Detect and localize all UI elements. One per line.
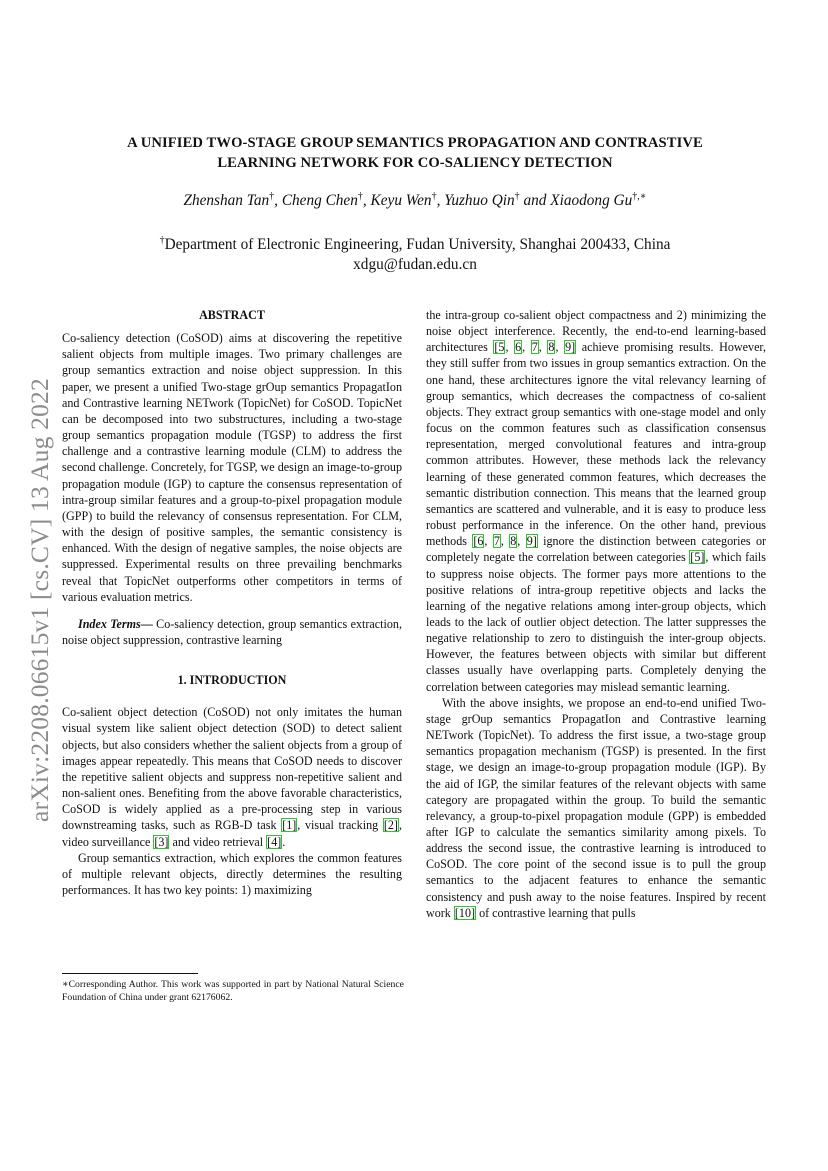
citation-link[interactable]: 6 (515, 340, 522, 355)
abstract-heading: ABSTRACT (199, 308, 265, 322)
citation-link[interactable]: [2] (383, 818, 398, 833)
author-name: Yuzhuo Qin (444, 192, 515, 210)
citation-link[interactable]: 9] (526, 534, 537, 549)
affiliation-line (70, 231, 760, 255)
author-name: Zhenshan Tan (183, 192, 270, 210)
author-list (70, 191, 760, 210)
body-text: achieve promising results. However, they still suffer from two issues in group semantics extraction. On the one hand, these architectures ignore the vital relevancy learning of group semantics, which decreases the compactness of co-salient objects. They extract group semantics with one-stage model and only focus on the common features such as classification consensus representation, merged convolutional features and intra-group common attributes. However, these methods lack the relevancy learning of these generated common features, which decreases the semantic distribution connection. This means that the learned group semantics are scattered and vulnerable, and it is easy to produce less robust performance in the inference. On the other hand, previous methods (426, 340, 766, 549)
author-separator: , (362, 192, 371, 210)
citation-link[interactable]: 8 (548, 340, 555, 355)
body-text: . (282, 834, 286, 849)
body-text: the intra-group co-salient object compactness and 2) minimizing the noise object interference. Recently, the end-to-end learning-based architectures (426, 308, 766, 355)
citation-link[interactable]: [3] (154, 834, 169, 849)
body-text: , which fails to suppress noise objects. The former pays more attentions to the positive relations of intra-group repetitive objects and lacks the learning of the negative relations among inter-group objects, which leads to the lack of outlier object detection. The latter suppresses the negative relationship to zero to distinguish the inter-group objects. However, the features between objects with similar but different classes usually have overlapping parts. Completely denying the correlation between categories may mislead semantic learning. (426, 550, 766, 694)
author-name: Xiaodong Gu (550, 192, 633, 210)
author-affiliation-mark: †,∗ (632, 191, 647, 202)
index-terms-text: Co-saliency detection, group semantics extraction, noise object suppression, contrastive learning (62, 616, 402, 647)
affiliation-mark: † (159, 235, 165, 246)
body-text: of contrastive learning that pulls (476, 905, 636, 920)
title-line: LEARNING NETWORK FOR CO-SALIENCY DETECTION (217, 154, 613, 171)
author-separator: and (519, 192, 551, 210)
body-text: , visual tracking (297, 818, 383, 833)
citation-link[interactable]: 7 (493, 534, 500, 549)
index-terms-label: Index Terms— (78, 616, 153, 631)
body-text: Group semantics extraction, which explores the common features of multiple relevant objects, directly determines the resulting performances. It has two key points: 1) maximizing (62, 850, 402, 897)
footnote: ∗Corresponding Author. This work was supported in part by National Natural Science Foundation of China under grant 62176062. (62, 979, 404, 1003)
footnote-rule (62, 973, 198, 974)
body-text: , (522, 340, 531, 355)
body-text: and video retrieval (169, 834, 267, 849)
body-text: , (505, 340, 515, 355)
left-column (62, 307, 402, 898)
body-text: , video surveillance (62, 818, 402, 849)
index-terms (62, 616, 402, 648)
intro-paragraph-2 (62, 850, 402, 898)
intro-paragraph-1 (62, 704, 402, 849)
arxiv-identifier[interactable]: arXiv:2208.06615v1 [cs.CV] 13 Aug 2022 (25, 378, 54, 822)
author-affiliation-mark: † (431, 191, 437, 202)
author-separator: , (274, 192, 282, 210)
author-affiliation-mark: † (269, 191, 275, 202)
introduction-heading: 1. INTRODUCTION (177, 673, 287, 688)
body-paragraph (426, 695, 766, 921)
body-text: , (538, 340, 548, 355)
citation-link[interactable]: 9] (565, 340, 576, 355)
contact-email[interactable]: xdgu@fudan.edu.cn (353, 256, 477, 274)
citation-link[interactable]: 7 (531, 340, 538, 355)
affiliation-name: Department of Electronic Engineering, Fudan University, Shanghai 200433, China (164, 236, 671, 254)
body-text: ignore the distinction between categories or completely negate the correlation between categories (426, 534, 767, 565)
body-text: , (517, 534, 526, 549)
affiliation (70, 231, 760, 275)
citation-link[interactable]: [10] (454, 905, 476, 920)
body-text: , (500, 534, 510, 549)
right-column (426, 307, 766, 921)
citation-link[interactable]: [4] (267, 834, 282, 849)
citation-link[interactable]: 8 (510, 534, 517, 549)
body-text: With the above insights, we propose an end-to-end unified Two-stage grOup semantics PropagatIon and Contrastive learning NETwork (TopicNet). To address the first issue, a two-stage group semantics propagation mechanism (TGSP) is presented. In the first stage, we design an image-to-group propagation module (IGP). By the aid of IGP, the similar features of the relevant objects with same category are propagated within the group. To build the semantic relevancy, a group-to-pixel propagation module (GPP) is embedded after IGP to calculate the semantics similarity among pixels. To address the second issue, the contrastive learning is introduced to CoSOD. The core point of the second issue is to pull the group semantics to the adjacent features to enhance the semantic consistency and push away to the noise features. Inspired by recent work (426, 695, 766, 920)
author-affiliation-mark: † (514, 191, 520, 202)
body-text: , (484, 534, 493, 549)
paper-title (70, 134, 760, 173)
citation-link[interactable]: [1] (282, 818, 297, 833)
body-text: Co-salient object detection (CoSOD) not only imitates the human visual system like salient object detection (SOD) to detect salient objects, but also considers whether the salient objects from a group of images appear repeatedly. This means that CoSOD needs to discover the repetitive salient objects and suppress non-repetitive salient and non-salient ones. Benefiting from the above favorable characteristics, CoSOD is widely applied as a pre-processing step in various downstreaming tasks, such as RGB-D task (62, 705, 402, 833)
title-line: A UNIFIED TWO-STAGE GROUP SEMANTICS PROPAGATION AND CONTRASTIVE (127, 135, 703, 151)
abstract-text: Co-saliency detection (CoSOD) aims at discovering the repetitive salient objects from multiple images. Two primary challenges are group semantics extraction and noise object suppression. In this paper, we present a unified Two-stage grOup semantics PropagatIon and Contrastive learning NETwork (TopicNet) for CoSOD. TopicNet can be decomposed into two substructures, including a two-stage group semantics propagation module (TGSP) to address the first challenge and a contrastive learning module (CLM) to address the second challenge. Concretely, for TGSP, we design an image-to-group propagation module (IGP) to capture the consensus representation of intra-group similar features and a group-to-pixel propagation module (GPP) to build the relevancy of consensus representation. For CLM, with the design of positive samples, the semantic consistency is enhanced. With the design of negative samples, the noise objects are suppressed. Experimental results on three prevailing benchmarks reveal that TopicNet outperforms other competitors in terms of various evaluation metrics. (62, 331, 402, 604)
citation-link[interactable]: [5] (690, 550, 705, 565)
author-separator: , (436, 192, 445, 210)
author-name: Cheng Chen (281, 192, 358, 210)
arxiv-stamp (20, 350, 60, 850)
citation-link[interactable]: [5 (494, 340, 505, 355)
body-text: , (555, 340, 565, 355)
body-paragraph (426, 307, 766, 695)
author-name: Keyu Wen (370, 192, 432, 210)
author-affiliation-mark: † (357, 191, 363, 202)
citation-link[interactable]: [6 (473, 534, 484, 549)
